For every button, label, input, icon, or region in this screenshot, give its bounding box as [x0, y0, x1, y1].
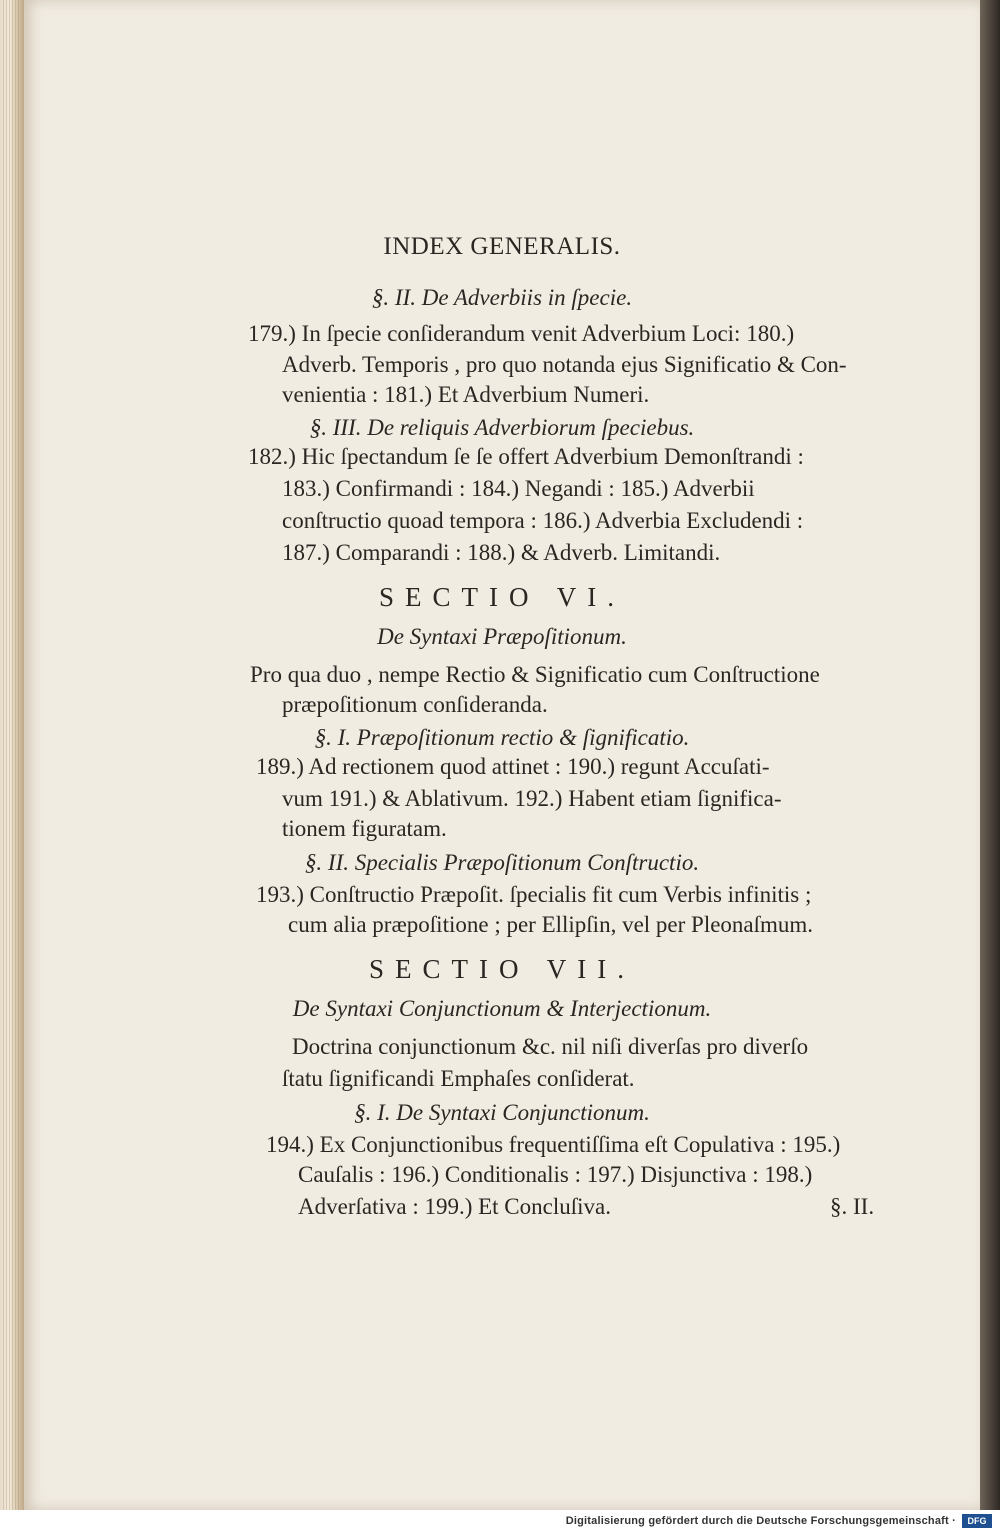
paragraph-heading: §. I. Præpoſitionum rectio & ſignificatio.: [314, 725, 690, 750]
text-line: Cauſalis : 196.) Conditionalis : 197.) Disjunctiva : 198.): [298, 1162, 813, 1187]
text-line: 187.) Comparandi : 188.) & Adverb. Limitandi.: [282, 540, 721, 565]
running-head: INDEX GENERALIS.: [383, 233, 621, 260]
text-line: Adverſativa : 199.) Et Concluſiva.: [298, 1194, 611, 1219]
intro-line: Doctrina conjunctionum &c. nil niſi diverſas pro diverſo: [292, 1034, 809, 1059]
section-title: SECTIO VI.: [378, 582, 625, 612]
text-line: conſtructio quoad tempora : 186.) Adverbia Excludendi :: [282, 508, 804, 533]
text-line: 182.) Hic ſpectandum ſe ſe offert Adverbium Demonſtrandi :: [248, 444, 804, 469]
page-edges: [3, 0, 21, 1510]
book-spine: [0, 0, 24, 1510]
text-line: Adverb. Temporis , pro quo notanda ejus Significatio & Con-: [282, 352, 847, 377]
text-line: 193.) Conſtructio Præpoſit. ſpecialis fit cum Verbis infinitis ;: [256, 882, 812, 907]
digitization-footer: [0, 1510, 1000, 1533]
section-subtitle: De Syntaxi Præpoſitionum.: [377, 624, 627, 649]
text-line: 189.) Ad rectionem quod attinet : 190.) regunt Accuſati-: [256, 754, 770, 779]
book-page: [24, 0, 980, 1510]
text-line: 194.) Ex Conjunctionibus frequentiſſima eſt Copulativa : 195.): [266, 1132, 841, 1157]
intro-line: ſtatu ſignificandi Emphaſes conſiderat.: [282, 1066, 635, 1091]
text-line: cum alia præpoſitione ; per Ellipſin, vel per Pleonaſmum.: [288, 912, 814, 937]
section-title: SECTIO VII.: [369, 954, 635, 984]
paragraph-heading: §. II. De Adverbiis in ſpecie.: [371, 285, 633, 310]
paragraph-heading: §. I. De Syntaxi Conjunctionum.: [354, 1100, 650, 1125]
intro-line: Pro qua duo , nempe Rectio & Significatio cum Conſtructione: [250, 662, 820, 687]
book-edge: [980, 0, 1000, 1510]
dfg-logo: DFG: [962, 1514, 992, 1528]
text-line: 179.) In ſpecie conſiderandum venit Adverbium Loci: 180.): [248, 321, 795, 346]
text-line: tionem figuratam.: [282, 816, 447, 841]
text-line: 183.) Confirmandi : 184.) Negandi : 185.) Adverbii: [282, 476, 755, 501]
paragraph-heading: §. III. De reliquis Adverbiorum ſpeciebus.: [309, 415, 695, 440]
text-line: venientia : 181.) Et Adverbium Numeri.: [282, 382, 650, 407]
paragraph-heading: §. II. Specialis Præpoſitionum Conſtructio.: [304, 850, 700, 875]
catchword: §. II.: [830, 1194, 875, 1219]
funding-notice: Digitalisierung gefördert durch die Deutsche Forschungsgemeinschaft ·: [565, 1515, 956, 1527]
text-line: vum 191.) & Ablativum. 192.) Habent etiam ſignifica-: [282, 786, 782, 811]
section-subtitle: De Syntaxi Conjunctionum & Interjectionum.: [292, 996, 712, 1021]
intro-line: præpoſitionum conſideranda.: [282, 692, 548, 717]
